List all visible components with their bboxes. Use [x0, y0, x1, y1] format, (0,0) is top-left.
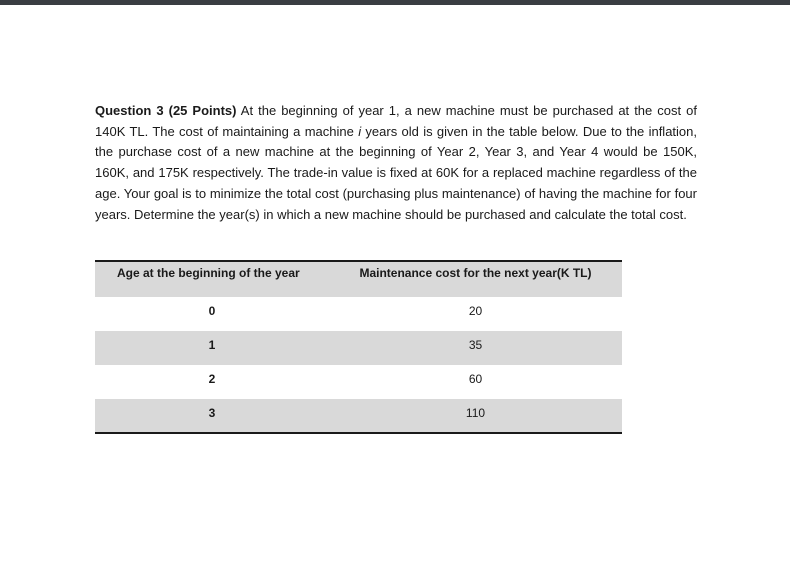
- question-body-part1: At the beginning of year 1, a new machine must be purchased at the cost of 140K TL. The cost of maintaining a machine: [95, 103, 697, 139]
- cost-cell: 35: [329, 331, 622, 365]
- cost-cell: 110: [329, 399, 622, 433]
- question-variable-i: i: [358, 123, 362, 139]
- cost-cell: 60: [468, 372, 483, 386]
- table-row: [95, 297, 622, 331]
- table-row: [95, 331, 622, 365]
- age-cell: 1: [95, 331, 329, 365]
- table-row: [95, 365, 622, 399]
- window-top-bar: [0, 0, 790, 5]
- age-cell: 0: [208, 304, 216, 318]
- question-body-part2: years old is given in the table below. Due to the inflation, the purchase cost of a new machine at the beginning of Year 2, Year 3, and Year 4 would be 150K, 160K, and 175K respectively. The trade-in value is fixed at 60K for a replaced machine regardless of the age. Your goal is to minimize the total cost (purchasing plus maintenance) of having the machine for four years. Determine the year(s) in which a new machine should be purchased and calculate the total cost.: [95, 123, 697, 222]
- maintenance-cost-table: [95, 260, 622, 434]
- age-cell: 2: [208, 372, 216, 386]
- age-cell: 3: [95, 399, 329, 433]
- table-row: [95, 399, 622, 433]
- question-text: [95, 101, 697, 225]
- table-header-row: [95, 261, 622, 297]
- header-maintenance-cost: Maintenance cost for the next year(K TL): [329, 261, 622, 297]
- header-age: Age at the beginning of the year: [95, 261, 329, 297]
- question-heading: Question 3 (25 Points): [95, 103, 237, 118]
- cost-cell: 20: [468, 304, 483, 318]
